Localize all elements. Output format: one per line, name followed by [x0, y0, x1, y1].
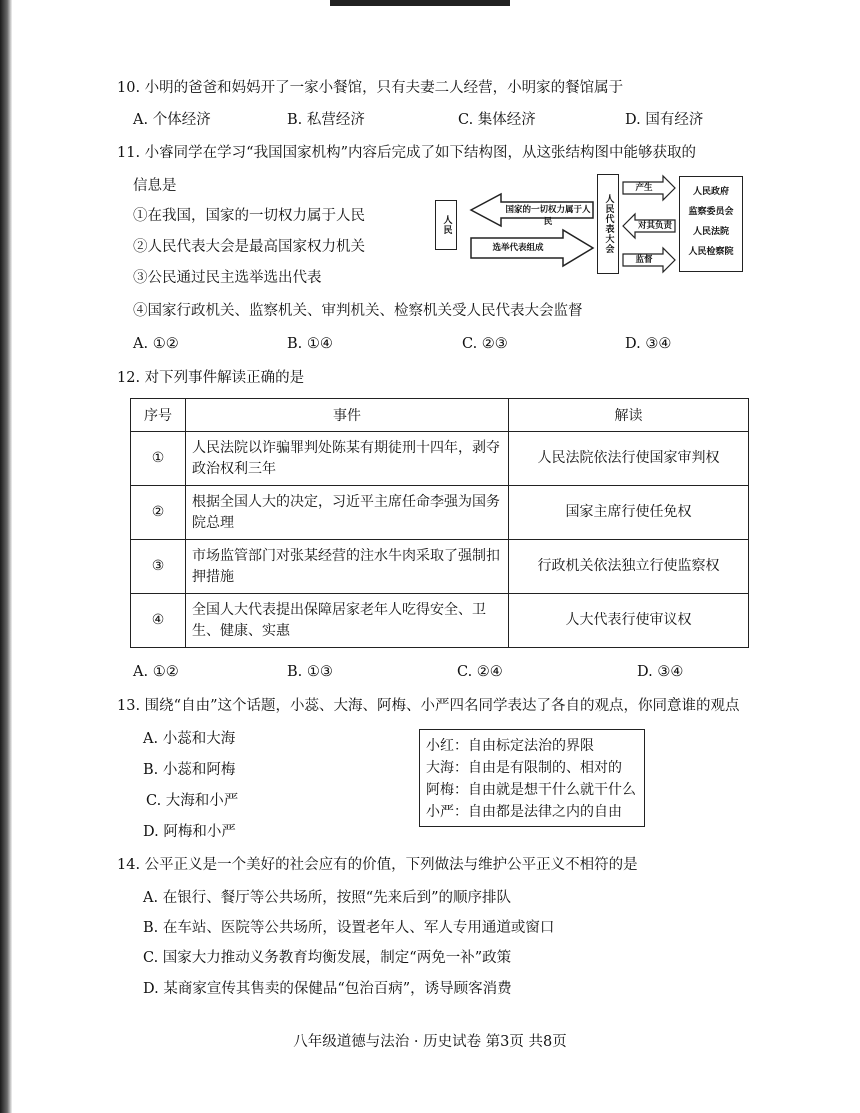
table-row	[131, 594, 749, 648]
diagram-organ-procuratorate: 人民检察院	[688, 247, 734, 257]
opinion-line: 小红：自由标定法治的界限	[426, 738, 594, 754]
diagram-organ-supervision: 监察委员会	[688, 207, 734, 217]
q11-statement-3: ③公民通过民主选举选出代表	[133, 270, 322, 286]
row-no: ④	[131, 594, 186, 648]
q12-events-table	[130, 398, 749, 648]
row-no: ①	[131, 432, 186, 486]
q11-option-b: B. ①④	[287, 336, 333, 352]
q11-option-c: C. ②③	[462, 336, 508, 352]
q12-option-d: D. ③④	[637, 664, 684, 680]
row-reading: 国家主席行使任免权	[509, 486, 749, 540]
state-structure-diagram	[435, 172, 745, 276]
q10-option-a: A. 个体经济	[133, 112, 211, 128]
scan-top-shadow	[330, 0, 510, 6]
row-no: ③	[131, 540, 186, 594]
q11-option-a: A. ①②	[133, 336, 179, 352]
diagram-arrow-power-label: 国家的一切权力属于人民	[505, 205, 591, 227]
row-event: 市场监管部门对张某经营的注水牛肉采取了强制扣押措施	[186, 540, 509, 594]
q12-option-b: B. ①③	[287, 664, 333, 680]
diagram-responsible-label: 对其负责	[637, 221, 672, 231]
opinion-line: 大海：自由是有限制的、相对的	[426, 760, 622, 776]
q10-option-d: D. 国有经济	[625, 112, 704, 128]
opinion-line: 阿梅：自由就是想干什么就干什么	[426, 782, 636, 798]
q11-stem-line2: 信息是	[133, 178, 177, 194]
q11-statement-4: ④国家行政机关、监察机关、审判机关、检察机关受人民代表大会监督	[133, 303, 583, 319]
q13-option-c: C. 大海和小严	[146, 793, 239, 809]
diagram-arrow-elect-label: 选举代表组成	[492, 243, 544, 253]
page-footer: 八年级道德与法治 · 历史试卷 第3页 共8页	[293, 1034, 567, 1050]
row-reading: 人民法院依法行使国家审判权	[509, 432, 749, 486]
q14-stem: 14. 公平正义是一个美好的社会应有的价值，下列做法与维护公平正义不相符的是	[117, 857, 638, 873]
q13-stem: 13. 围绕“自由”这个话题，小蕊、大海、阿梅、小严四名同学表达了各自的观点，你同意谁的观点	[117, 698, 740, 714]
row-event: 人民法院以诈骗罪判处陈某有期徒刑十四年，剥夺政治权利三年	[186, 432, 509, 486]
table-header-row	[131, 399, 749, 432]
q13-option-d: D. 阿梅和小严	[143, 824, 236, 840]
opinion-line: 小严：自由都是法律之内的自由	[426, 804, 622, 820]
q14-option-d: D. 某商家宣传其售卖的保健品“包治百病”，诱导顾客消费	[143, 981, 512, 997]
header-event: 事件	[186, 399, 509, 432]
q11-stem-line1: 11. 小睿同学在学习“我国国家机构”内容后完成了如下结构图，从这张结构图中能够获取的	[117, 145, 696, 161]
table-row	[131, 486, 749, 540]
q12-stem: 12. 对下列事件解读正确的是	[117, 370, 305, 386]
row-no: ②	[131, 486, 186, 540]
q13-option-b: B. 小蕊和阿梅	[143, 762, 236, 778]
table-row	[131, 540, 749, 594]
q14-option-a: A. 在银行、餐厅等公共场所，按照“先来后到”的顺序排队	[143, 890, 512, 906]
table-row	[131, 432, 749, 486]
q14-option-c: C. 国家大力推动义务教育均衡发展，制定“两免一补”政策	[143, 950, 512, 966]
header-reading: 解读	[509, 399, 749, 432]
q13-option-a: A. 小蕊和大海	[143, 731, 236, 747]
diagram-organs-box	[679, 176, 743, 272]
diagram-produce-label: 产生	[635, 183, 653, 193]
q11-statement-2: ②人民代表大会是最高国家权力机关	[133, 239, 365, 255]
row-reading: 人大代表行使审议权	[509, 594, 749, 648]
diagram-organ-court: 人民法院	[692, 227, 729, 237]
scan-edge-shadow	[0, 0, 12, 1113]
diagram-organ-government: 人民政府	[692, 187, 729, 197]
q11-statement-1: ①在我国，国家的一切权力属于人民	[133, 208, 365, 224]
q11-option-d: D. ③④	[625, 336, 672, 352]
row-event: 根据全国人大的决定，习近平主席任命李强为国务院总理	[186, 486, 509, 540]
diagram-supervise-label: 监督	[635, 255, 653, 265]
q13-opinion-box	[419, 729, 645, 827]
diagram-congress-box: 人民代表大会	[597, 174, 619, 274]
row-event: 全国人大代表提出保障居家老年人吃得安全、卫生、健康、实惠	[186, 594, 509, 648]
diagram-people-box: 人民	[435, 200, 457, 250]
q14-option-b: B. 在车站、医院等公共场所，设置老年人、军人专用通道或窗口	[143, 920, 555, 936]
q12-option-a: A. ①②	[133, 664, 179, 680]
q12-option-c: C. ②④	[457, 664, 503, 680]
q10-option-b: B. 私营经济	[287, 112, 365, 128]
row-reading: 行政机关依法独立行使监察权	[509, 540, 749, 594]
q10-option-c: C. 集体经济	[458, 112, 536, 128]
q10-stem: 10. 小明的爸爸和妈妈开了一家小餐馆，只有夫妻二人经营，小明家的餐馆属于	[117, 80, 624, 96]
header-no: 序号	[131, 399, 186, 432]
